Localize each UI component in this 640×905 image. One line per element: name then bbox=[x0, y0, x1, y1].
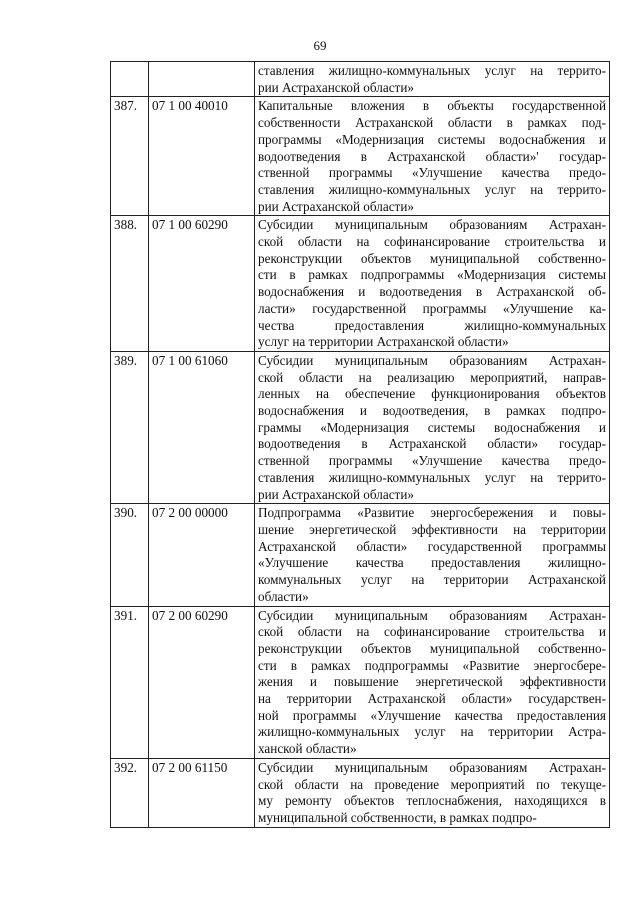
description-line: реконструкции объектов муниципальной собственно- bbox=[258, 250, 606, 266]
description-line: ставления жилищно-коммунальных услуг на террито- bbox=[258, 63, 606, 78]
table-body bbox=[111, 62, 610, 828]
description-line: водоотведения в Астраханской области» государ- bbox=[258, 436, 606, 452]
description-line: рии Астраханской области» bbox=[258, 486, 414, 502]
page-number: 69 bbox=[313, 38, 327, 53]
description-line: «Улучшение качества предоставления жилищно- bbox=[258, 555, 606, 571]
description-line: жилищно-коммунальных услуг на территории Астра- bbox=[258, 724, 606, 740]
classification-code: 07 1 00 60290 bbox=[149, 216, 255, 352]
description-line: ленных на обеспечение функционирования объектов bbox=[258, 386, 606, 402]
table-row bbox=[111, 758, 610, 827]
row-number: 387. bbox=[111, 97, 149, 216]
description-line: Субсидии муниципальным образованиям Астрахан- bbox=[258, 759, 606, 775]
description-line: Капитальные вложения в объекты государственной bbox=[258, 98, 606, 114]
description-line: муниципальной собственности, в рамках подпро- bbox=[258, 809, 537, 825]
table-row bbox=[111, 97, 610, 216]
expense-description bbox=[255, 97, 610, 216]
description-line: ственной программы «Улучшение качества предо- bbox=[258, 165, 606, 181]
description-line: ставления жилищно-коммунальных услуг на террито- bbox=[258, 469, 606, 485]
description-line: ской области на проведение мероприятий по текуще- bbox=[258, 776, 606, 792]
expense-description bbox=[255, 606, 610, 758]
table-row bbox=[111, 62, 610, 97]
description-line: на территории Астраханской области» государствен- bbox=[258, 691, 606, 707]
expense-description bbox=[255, 216, 610, 352]
expense-description bbox=[255, 351, 610, 503]
description-line: услуг на территории Астраханской области» bbox=[258, 334, 509, 350]
description-line: Субсидии муниципальным образованиям Астрахан- bbox=[258, 607, 606, 623]
expense-description bbox=[255, 504, 610, 606]
description-line: Астраханской области» государственной программы bbox=[258, 538, 606, 554]
description-line: ственной программы «Улучшение качества предо- bbox=[258, 453, 606, 469]
description-line: ставления жилищно-коммунальных услуг на террито- bbox=[258, 181, 606, 197]
expense-description bbox=[255, 758, 610, 827]
description-line: граммы «Модернизация системы водоснабжения и bbox=[258, 419, 606, 435]
row-number: 390. bbox=[111, 504, 149, 606]
row-number: 388. bbox=[111, 216, 149, 352]
row-number bbox=[111, 62, 149, 97]
description-line: ской области на реализацию мероприятий, направ- bbox=[258, 369, 606, 385]
row-number: 389. bbox=[111, 351, 149, 503]
description-line: реконструкции объектов муниципальной собственно- bbox=[258, 640, 606, 656]
description-line: рии Астраханской области» bbox=[258, 79, 414, 95]
description-line: водоснабжения и водоотведения в Астраханской об- bbox=[258, 284, 606, 300]
classification-code: 07 2 00 60290 bbox=[149, 606, 255, 758]
description-line: ской области на софинансирование строительства и bbox=[258, 234, 606, 250]
description-line: Подпрограмма «Развитие энергосбережения и повы- bbox=[258, 505, 606, 521]
description-line: жения и повышение энергетической эффективности bbox=[258, 674, 606, 690]
table-row bbox=[111, 504, 610, 606]
description-line: чества предоставления жилищно-коммунальных bbox=[258, 317, 606, 333]
description-line: собственности Астраханской области в рамках под- bbox=[258, 115, 606, 131]
classification-code bbox=[149, 62, 255, 97]
description-line: водоснабжения и водоотведения, в рамках подпро- bbox=[258, 403, 606, 419]
classification-code: 07 1 00 61060 bbox=[149, 351, 255, 503]
description-line: Субсидии муниципальным образованиям Астрахан- bbox=[258, 352, 606, 368]
classification-code: 07 1 00 40010 bbox=[149, 97, 255, 216]
description-line: сти в рамках подпрограммы «Развитие энергосбере- bbox=[258, 657, 606, 673]
description-line: рии Астраханской области» bbox=[258, 198, 414, 214]
description-line: ской области на софинансирование строительства и bbox=[258, 624, 606, 640]
table-row bbox=[111, 606, 610, 758]
description-line: ханской области» bbox=[258, 741, 357, 757]
row-number: 392. bbox=[111, 758, 149, 827]
description-line: му ремонту объектов теплоснабжения, находящихся в bbox=[258, 793, 606, 809]
description-line: ной программы «Улучшение качества предоставления bbox=[258, 707, 606, 723]
description-line: коммунальных услуг на территории Астраханской bbox=[258, 572, 606, 588]
description-line: ласти» государственной программы «Улучшение ка- bbox=[258, 300, 606, 316]
description-line: водоотведения в Астраханской области»' государ- bbox=[258, 148, 606, 164]
table-row bbox=[111, 351, 610, 503]
description-line: программы «Модернизация системы водоснабжения и bbox=[258, 131, 606, 147]
classification-code: 07 2 00 61150 bbox=[149, 758, 255, 827]
row-number: 391. bbox=[111, 606, 149, 758]
description-line: шение энергетической эффективности на территории bbox=[258, 521, 606, 537]
classification-code: 07 2 00 00000 bbox=[149, 504, 255, 606]
description-line: Субсидии муниципальным образованиям Астрахан- bbox=[258, 217, 606, 233]
table-row bbox=[111, 216, 610, 352]
description-line: сти в рамках подпрограммы «Модернизация системы bbox=[258, 267, 606, 283]
description-line: области» bbox=[258, 588, 309, 604]
budget-classification-table bbox=[110, 61, 610, 828]
expense-description bbox=[255, 62, 610, 97]
